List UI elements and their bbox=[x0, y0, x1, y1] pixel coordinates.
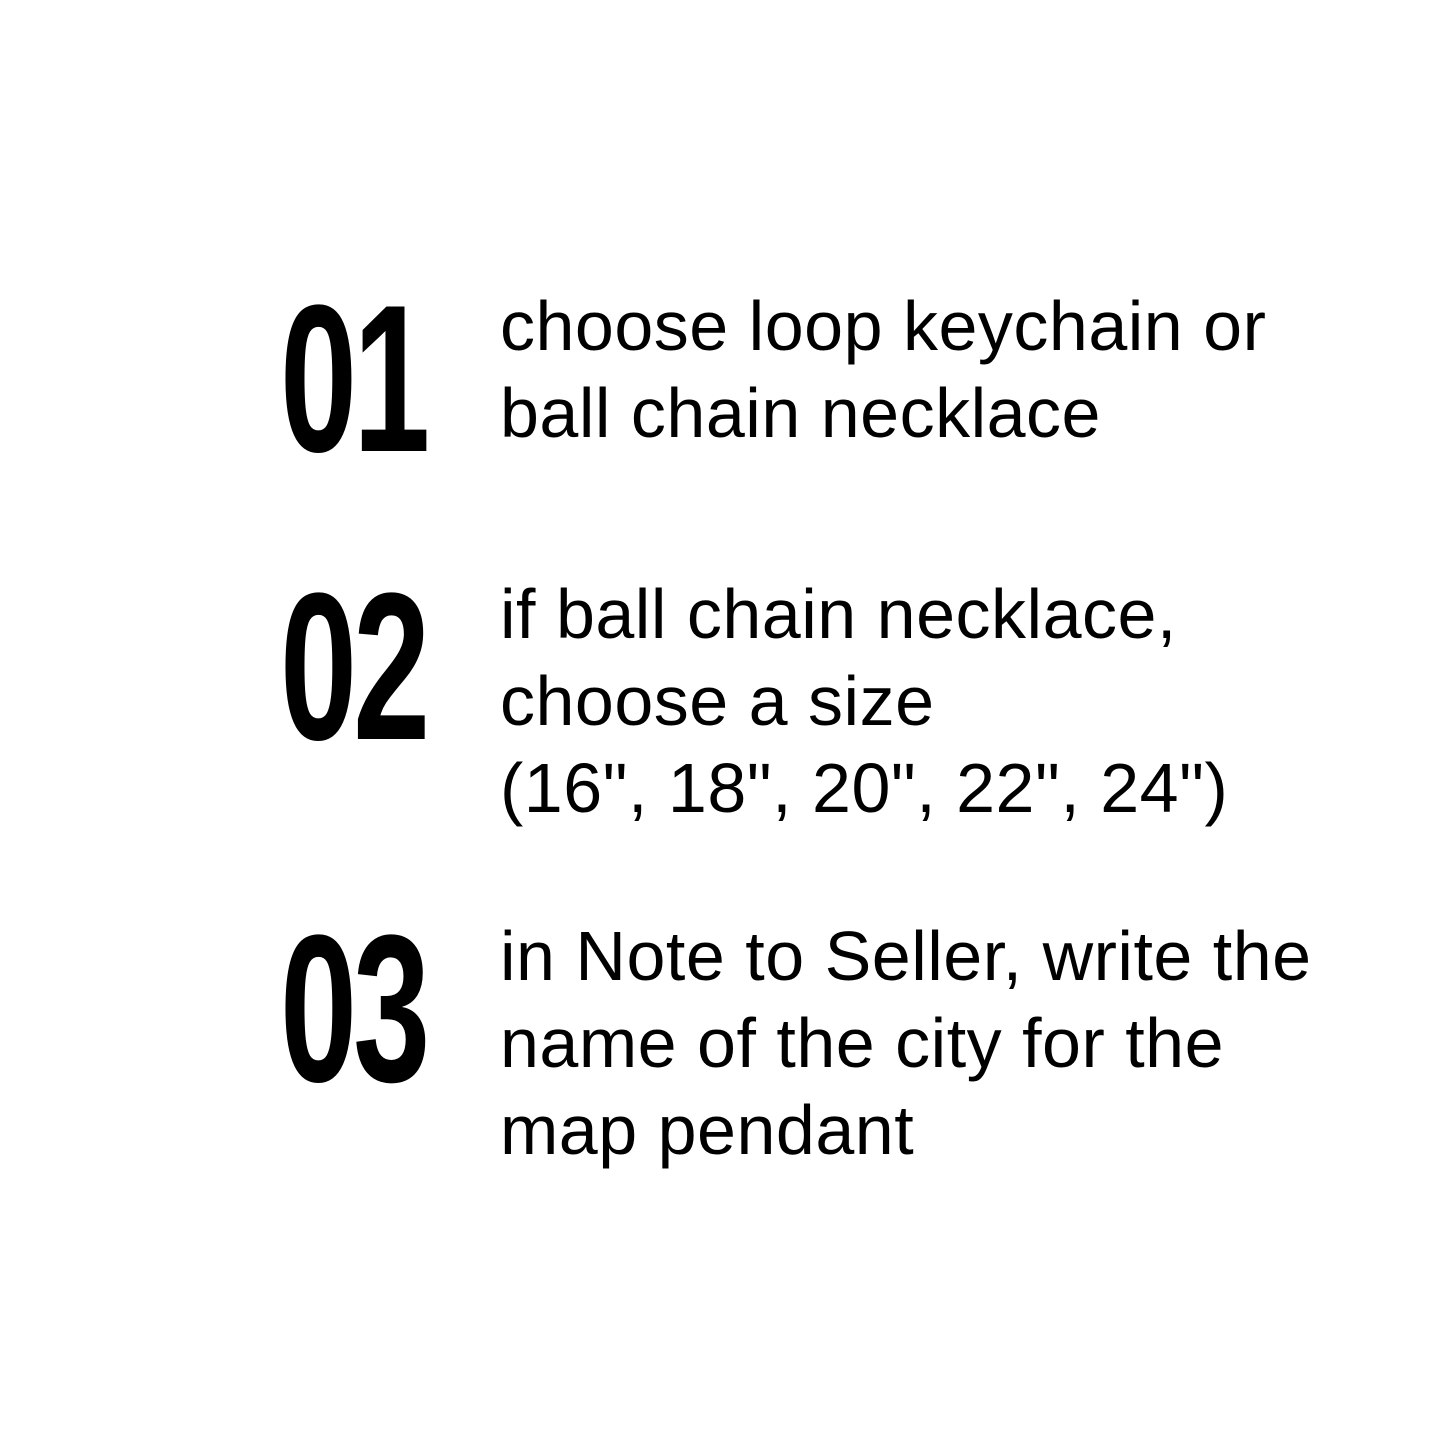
step-03-line-1: in Note to Seller, write the bbox=[500, 917, 1312, 995]
step-03 bbox=[280, 891, 1312, 1174]
step-03-text bbox=[500, 913, 1312, 1174]
step-01 bbox=[280, 261, 1312, 496]
step-02-number: 02 bbox=[280, 549, 427, 784]
step-02 bbox=[280, 549, 1312, 832]
step-03-line-3: map pendant bbox=[500, 1091, 915, 1169]
step-01-number: 01 bbox=[280, 261, 427, 496]
step-03-number: 03 bbox=[280, 891, 427, 1126]
step-02-line-3: (16", 18", 20", 22", 24") bbox=[500, 749, 1229, 827]
steps-list bbox=[280, 261, 1312, 1174]
step-01-line-2: ball chain necklace bbox=[500, 374, 1101, 452]
step-02-line-1: if ball chain necklace, bbox=[500, 575, 1177, 653]
step-02-text bbox=[500, 571, 1228, 832]
step-01-line-1: choose loop keychain or bbox=[500, 287, 1267, 365]
step-01-text bbox=[500, 283, 1266, 457]
step-03-line-2: name of the city for the bbox=[500, 1004, 1225, 1082]
step-02-line-2: choose a size bbox=[500, 662, 935, 740]
